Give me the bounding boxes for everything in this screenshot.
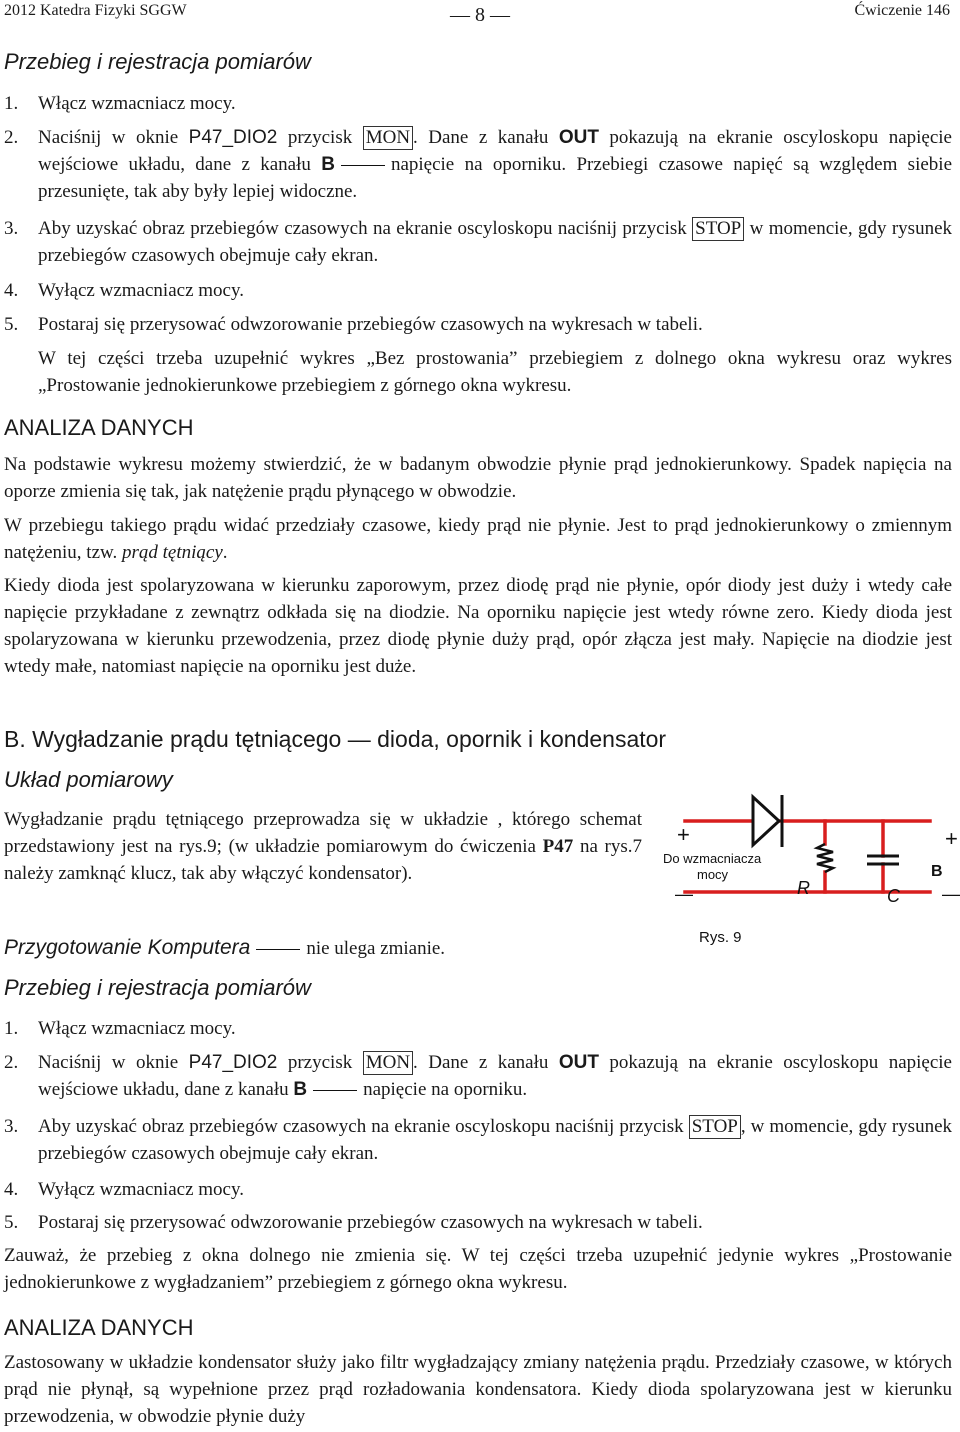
- b-channel-figure-label: B: [931, 863, 943, 880]
- section-title-b: B. Wygładzanie prądu tętniącego — dioda, opornik i kondensator: [4, 726, 667, 752]
- amplifier-label-2: mocy: [697, 867, 729, 882]
- em-dash: [256, 949, 300, 950]
- prep-italic: Przygotowanie Komputera: [4, 936, 251, 959]
- list-number: 4.: [4, 1179, 19, 1200]
- text-span: Naciśnij w oknie: [38, 127, 179, 148]
- list-number: 1.: [4, 1018, 19, 1039]
- text-span: w momencie, gdy rysunek przebiegów czasowych obejmuje cały ekran.: [38, 218, 953, 266]
- text-span: przycisk: [287, 1052, 353, 1073]
- analysis-title-1: ANALIZA DANYCH: [4, 415, 194, 440]
- plus-left-label: +: [677, 822, 690, 847]
- list-number: 5.: [4, 1212, 19, 1233]
- text-span: napięcie na oporniku.: [363, 1079, 528, 1100]
- out-channel-label: OUT: [558, 127, 599, 148]
- text-span: . Dane z kanału: [413, 1052, 549, 1073]
- list-item: [4, 215, 952, 269]
- list-text: Wyłącz wzmacniacz mocy.: [38, 1179, 244, 1200]
- analysis-title-2: ANALIZA DANYCH: [4, 1315, 194, 1340]
- text-span: Wygładzanie prądu tętniącego przeprowadza się w układzie , którego schemat przedstawiony jest na rys.9; (w układzie pomiarowym do ćwiczenia: [4, 809, 642, 857]
- figure-caption: Rys. 9: [699, 929, 742, 946]
- analysis-paragraph: Zastosowany w układzie kondensator służy jako filtr wygładzający zmiany natężenia prądu. Przedziały czasowe, w których prąd nie płynął, są wypełnione przez prąd rozładowania kondensatora. Kiedy dioda spolaryzowana jest w kierunku przewodzenia, w obwodzie płynie duży: [4, 1352, 952, 1427]
- header-left: 2012 Katedra Fizyki SGGW: [4, 2, 187, 19]
- circuit-description: [4, 806, 642, 887]
- section-title-przebieg-1: Przebieg i rejestracja pomiarów: [4, 49, 311, 74]
- text-span: przycisk: [287, 127, 353, 148]
- list-item: [4, 90, 952, 117]
- list-number: 3.: [4, 1116, 19, 1137]
- list-item: [4, 1209, 952, 1236]
- list-item: [4, 1176, 952, 1203]
- list-number: 1.: [4, 93, 19, 114]
- b-channel-label: B: [293, 1079, 308, 1100]
- resistor-label: R: [797, 878, 810, 898]
- list-number: 2.: [4, 1052, 19, 1073]
- analysis-paragraph: Kiedy dioda jest spolaryzowana w kierunku zaporowym, przez diodę prąd nie płynie, opór diody jest duży i wtedy całe napięcie przykładane z zewnątrz odkłada się na diodzie. Na oporniku napięcie jest wtedy równe zero. Kiedy dioda jest spolaryzowana w kierunku przewodzenia, przez diodę płynie duży prąd, opór złącza jest mały. Napięcie na diodzie jest wtedy małe, natomiast napięcie na oporniku jest duże.: [4, 575, 952, 677]
- text-span: .: [222, 542, 228, 563]
- analysis-paragraph: Na podstawie wykresu możemy stwierdzić, że w badanym obwodzie płynie prąd jednokierunkowy. Spadek napięcia na oporze zmienia się tak, jak natężenie prądu płynącego w obwodzie.: [4, 454, 952, 502]
- prep-line: [4, 934, 445, 962]
- page-number: — 8 —: [450, 4, 510, 26]
- text-span: Naciśnij w oknie: [38, 1052, 179, 1073]
- mon-key-label: MON: [363, 126, 413, 150]
- subsection-title-uklad: Układ pomiarowy: [4, 767, 173, 792]
- text-span: W przebiegu takiego prądu widać przedziały czasowe, kiedy prąd nie płynie. Jest to prąd jednokierunkowy o zmiennym natężeniu, tzw.: [4, 515, 952, 563]
- text-span: Aby uzyskać obraz przebiegów czasowych na ekranie oscyloskopu naciśnij przycisk: [38, 218, 687, 239]
- window-name: P47_DIO2: [188, 1052, 278, 1073]
- out-channel-label: OUT: [558, 1052, 599, 1073]
- em-dash: [313, 1090, 357, 1091]
- list-text: Postaraj się przerysować odwzorowanie przebiegów czasowych na wykresach w tabeli.: [38, 1212, 703, 1233]
- list-number: 3.: [4, 218, 19, 239]
- text-span: pokazują na ekranie oscyloskopu napięcie wejściowe układu, dane z kanału: [38, 1052, 952, 1100]
- list-text: [38, 1049, 952, 1103]
- bold-term: P47: [542, 836, 574, 857]
- text-span: na rys.7 należy zamknąć klucz, tak aby włączyć kondensator).: [4, 836, 643, 884]
- list-text: [38, 1113, 952, 1167]
- window-name: P47_DIO2: [188, 127, 278, 148]
- text-span: napięcie na oporniku. Przebiegi czasowe napięć są względem siebie przesunięte, tak aby były lepiej widoczne.: [38, 154, 952, 202]
- section-title-przebieg-2: Przebieg i rejestracja pomiarów: [4, 975, 311, 1000]
- resistor-icon: [817, 844, 833, 872]
- text-span: pokazują na ekranie oscyloskopu napięcie wejściowe układu, dane z kanału: [38, 127, 952, 175]
- list-item: [4, 124, 952, 205]
- text-span: Aby uzyskać obraz przebiegów czasowych na ekranie oscyloskopu naciśnij przycisk: [38, 1116, 684, 1137]
- list-item: [4, 277, 952, 304]
- minus-left-label: —: [675, 884, 693, 904]
- capacitor-label: C: [887, 886, 900, 906]
- list-text: [38, 124, 952, 205]
- stop-key-label: STOP: [692, 217, 744, 241]
- text-span: , w momencie, gdy rysunek przebiegów czasowych obejmuje cały ekran.: [38, 1116, 953, 1164]
- section-note: Zauważ, że przebieg z okna dolnego nie zmienia się. W tej części trzeba uzupełnić jedynie wykres „Prostowanie jednokierunkowe z wygładzaniem” przebiegiem z górnego okna wykresu.: [4, 1245, 952, 1293]
- b-channel-label: B: [321, 154, 335, 175]
- text-span: . Dane z kanału: [413, 127, 549, 148]
- list-text: [38, 215, 952, 269]
- list-number: 2.: [4, 127, 19, 148]
- stop-key-label: STOP: [689, 1115, 741, 1139]
- analysis-paragraph: [4, 512, 952, 566]
- list-text: Postaraj się przerysować odwzorowanie przebiegów czasowych na wykresach w tabeli.: [38, 314, 703, 335]
- list-item: [4, 1113, 952, 1167]
- list-number: 5.: [4, 314, 19, 335]
- text-span: nie ulega zmianie.: [306, 938, 446, 959]
- header-right: Ćwiczenie 146: [854, 2, 950, 19]
- step-note: W tej części trzeba uzupełnić wykres „Bez prostowania” przebiegiem z dolnego okna wykresu oraz wykres „Prostowanie jednokierunkowe przebiegiem z górnego okna wykresu.: [38, 348, 952, 396]
- diode-icon: [753, 795, 782, 847]
- amplifier-label-1: Do wzmacniacza: [663, 851, 762, 866]
- minus-right-label: —: [942, 884, 960, 904]
- list-text: Włącz wzmacniacz mocy.: [38, 93, 236, 114]
- circuit-diagram: [655, 784, 960, 950]
- list-item: [4, 1049, 952, 1103]
- list-item: [4, 1015, 952, 1042]
- list-number: 4.: [4, 280, 19, 301]
- list-item: [4, 311, 952, 399]
- italic-term: prąd tętniący: [122, 542, 223, 563]
- plus-right-label: +: [945, 826, 958, 851]
- mon-key-label: MON: [363, 1051, 413, 1075]
- list-text: Włącz wzmacniacz mocy.: [38, 1018, 236, 1039]
- em-dash: [341, 165, 385, 166]
- list-text: Wyłącz wzmacniacz mocy.: [38, 280, 244, 301]
